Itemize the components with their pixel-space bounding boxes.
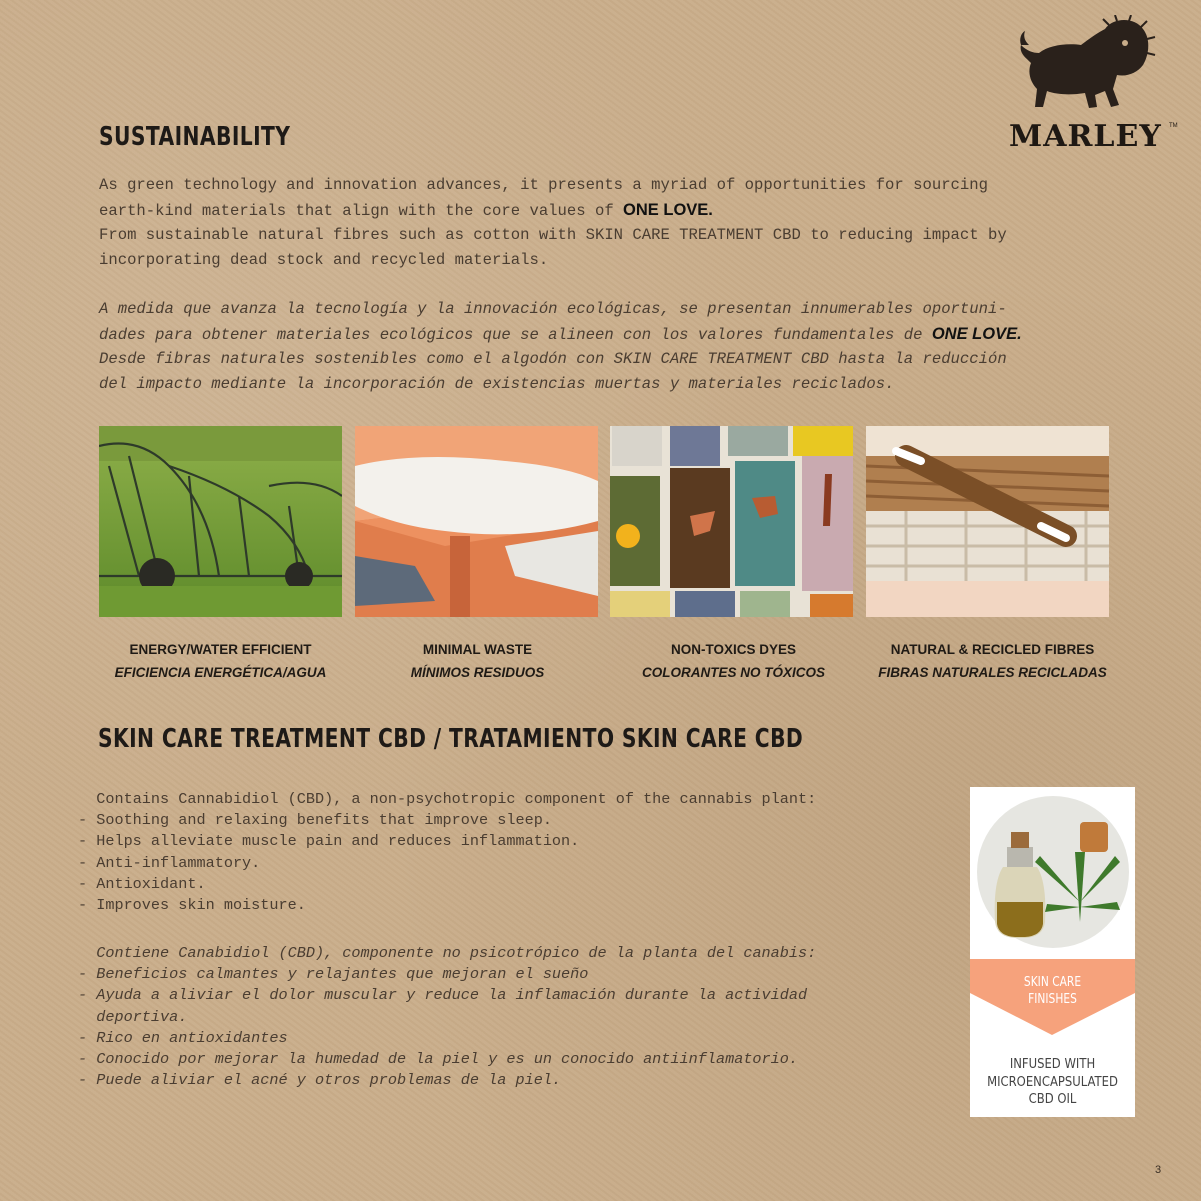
badge-footer-line-2: MICROENCAPSULATED <box>987 1073 1118 1090</box>
en-line-4: incorporating dead stock and recycled materials. <box>99 250 549 269</box>
badge-footer-line-3: CBD OIL <box>1028 1091 1077 1107</box>
one-love-brand: ONE LOVE. <box>623 200 713 219</box>
es-line-2-text: dades para obtener materiales ecológicos que se alineen con los valores fundamentales de <box>99 325 932 344</box>
cbd-en-intro <box>78 789 958 810</box>
cbd-heading: SKIN CARE TREATMENT CBD / TRATAMIENTO SKIN CARE CBD <box>98 724 804 754</box>
cbd-es-intro <box>78 943 958 964</box>
list-item: - Anti-inflammatory. <box>78 853 261 872</box>
feature-caption-es-1: EFICIENCIA ENERGÉTICA/AGUA <box>114 665 327 680</box>
badge-band-line-1: SKIN CARE <box>1023 975 1082 990</box>
list-item-text: - Ayuda a aliviar el dolor muscular y reduce la inflamación durante la actividad <box>78 986 808 1005</box>
cbd-es-block <box>78 943 958 1091</box>
sustainability-es-paragraph <box>99 297 1159 396</box>
es-line-4-text: del impacto mediante la incorporación de existencias muertas y materiales reciclados. <box>99 374 895 393</box>
es-line-4 <box>99 372 1159 397</box>
cbd-es-intro-text: Contiene Canabidiol (CBD), componente no psicotrópico de la planta del canabis: <box>96 944 817 962</box>
es-line-2 <box>99 322 1159 348</box>
badge-band-line-2: FINISHES <box>1028 992 1077 1007</box>
es-line-1 <box>99 297 1159 322</box>
cbd-badge <box>970 787 1135 1117</box>
sustainability-en-paragraph <box>99 173 1159 272</box>
badge-band-label <box>985 974 1120 1008</box>
trademark-mark: TM <box>1169 123 1178 129</box>
list-item <box>78 985 958 1006</box>
en-line-2-text: earth-kind materials that align with the core values of <box>99 201 624 220</box>
list-item-text: - Conocido por mejorar la humedad de la piel y es un conocido antiinflamatorio. <box>78 1050 799 1069</box>
feature-caption-en-3: NON-TOXICS DYES <box>670 642 797 657</box>
list-item-text: - Puede aliviar el acné y otros problemas de la piel. <box>78 1071 562 1090</box>
badge-footer-label <box>982 1056 1124 1109</box>
list-item: - Improves skin moisture. <box>78 896 306 915</box>
en-line-3: From sustainable natural fibres such as cotton with SKIN CARE TREATMENT CBD to reducing impact by <box>99 226 1007 244</box>
one-love-brand-es: ONE LOVE. <box>931 324 1022 343</box>
feature-caption-en-1: ENERGY/WATER EFFICIENT <box>129 642 312 657</box>
irrigation-image <box>99 426 342 617</box>
list-item-text: - Beneficios calmantes y relajantes que mejoran el sueño <box>78 965 589 984</box>
page-number: 3 <box>1155 1164 1162 1176</box>
badge-footer-line-1: INFUSED WITH <box>1009 1056 1096 1072</box>
feature-caption-es-3: COLORANTES NO TÓXICOS <box>641 665 825 680</box>
lion-icon <box>1017 15 1157 113</box>
list-item <box>78 1049 958 1070</box>
list-item: - Helps alleviate muscle pain and reduces inflammation. <box>78 832 580 851</box>
feature-caption-en-4: NATURAL & RECICLED FIBRES <box>890 642 1095 657</box>
feature-caption-es-2: MÍNIMOS RESIDUOS <box>410 665 545 680</box>
feature-caption-en-2: MINIMAL WASTE <box>422 642 533 657</box>
minimal-waste-image <box>355 426 598 617</box>
es-line-1-text: A medida que avanza la tecnología y la innovación ecológicas, se presentan innumerables oportuni- <box>99 300 1007 318</box>
cbd-en-block <box>78 789 958 916</box>
es-line-3 <box>99 347 1159 372</box>
cbd-en-intro-text: Contains Cannabidiol (CBD), a non-psychotropic component of the cannabis plant: <box>96 790 817 808</box>
dyes-image <box>610 426 853 617</box>
list-item-text: deportiva. <box>78 1007 188 1026</box>
brand-name: MARLEY <box>1009 119 1162 154</box>
es-line-3-text: Desde fibras naturales sostenibles como el algodón con SKIN CARE TREATMENT CBD hasta la reducción <box>99 350 1007 368</box>
list-item <box>78 964 958 985</box>
list-item: - Antioxidant. <box>78 874 206 893</box>
feature-caption-es-4: FIBRAS NATURALES RECICLADAS <box>878 665 1107 680</box>
en-line-2 <box>99 198 1159 224</box>
sustainability-heading: SUSTAINABILITY <box>99 122 291 152</box>
list-item <box>78 1070 958 1091</box>
cbd-oil-bottle-icon <box>975 792 1130 957</box>
en-line-1: As green technology and innovation advances, it presents a myriad of opportunities for sourcing <box>99 176 988 194</box>
list-item <box>78 1028 958 1049</box>
list-item: - Soothing and relaxing benefits that improve sleep. <box>78 811 552 830</box>
brand-logo <box>1005 15 1185 160</box>
list-item-text: - Rico en antioxidantes <box>78 1028 288 1047</box>
list-item <box>78 1007 958 1028</box>
natural-fibres-image <box>866 426 1109 617</box>
